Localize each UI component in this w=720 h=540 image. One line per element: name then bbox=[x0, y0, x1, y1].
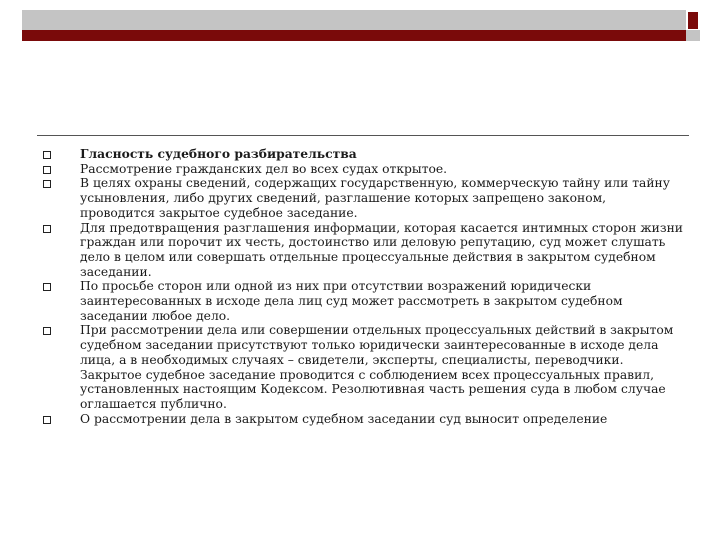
bullet-text: В целях охраны сведений, содержащих государственную, коммерческую тайну или тайну усыновления, либо других сведений, разглашение которых запрещено законом, проводится закрытое судебное заседание. bbox=[80, 176, 670, 220]
square-bullet-icon bbox=[43, 151, 51, 159]
bullet-item bbox=[43, 221, 683, 280]
bullet-text: О рассмотрении дела в закрытом судебном заседании суд выносит определение bbox=[80, 411, 608, 426]
bullet-text: Рассмотрение гражданских дел во всех судах открытое. bbox=[80, 161, 448, 176]
bullet-item bbox=[43, 147, 683, 162]
square-bullet-icon bbox=[43, 416, 51, 424]
square-bullet-icon bbox=[43, 166, 51, 174]
bullet-text: При рассмотрении дела или совершении отдельных процессуальных действий в закрытом судебном заседании присутствуют только юридически заинтересованные в исходе дела лица, а в необходимых случаях – свидетели, эксперты, специалисты, переводчики. Закрытое судебное заседание проводится с соблюдением всех процессуальных правил, установленных настоящим Кодексом. Резолютивная часть решения суда в любом случае оглашается публично. bbox=[80, 323, 674, 411]
bullet-item bbox=[43, 176, 683, 220]
bullet-text: Для предотвращения разглашения информации, которая касается интимных сторон жизни граждан или порочит их честь, достоинство или деловую репутацию, суд может слушать дело в целом или совершать отдельные процессуальные действия в закрытом судебном заседании. bbox=[80, 220, 683, 279]
square-bullet-icon bbox=[43, 180, 51, 188]
header-corner-grey-square bbox=[686, 30, 700, 41]
square-bullet-icon bbox=[43, 283, 51, 291]
header-grey-bar bbox=[22, 10, 686, 30]
bullet-text: По просьбе сторон или одной из них при отсутствии возражений юридически заинтересованных в исходе дела лиц суд может рассмотреть в закрытом судебном заседании любое дело. bbox=[80, 279, 623, 323]
bullet-item bbox=[43, 412, 683, 427]
bullet-item bbox=[43, 279, 683, 323]
slide-body bbox=[43, 147, 683, 426]
bullet-item bbox=[43, 162, 683, 177]
bullet-item bbox=[43, 323, 683, 411]
title-divider bbox=[37, 135, 689, 136]
bullet-heading: Гласность судебного разбирательства bbox=[80, 146, 357, 161]
header-corner-red-square bbox=[688, 12, 698, 29]
square-bullet-icon bbox=[43, 327, 51, 335]
header-red-stripe bbox=[22, 30, 686, 41]
square-bullet-icon bbox=[43, 225, 51, 233]
